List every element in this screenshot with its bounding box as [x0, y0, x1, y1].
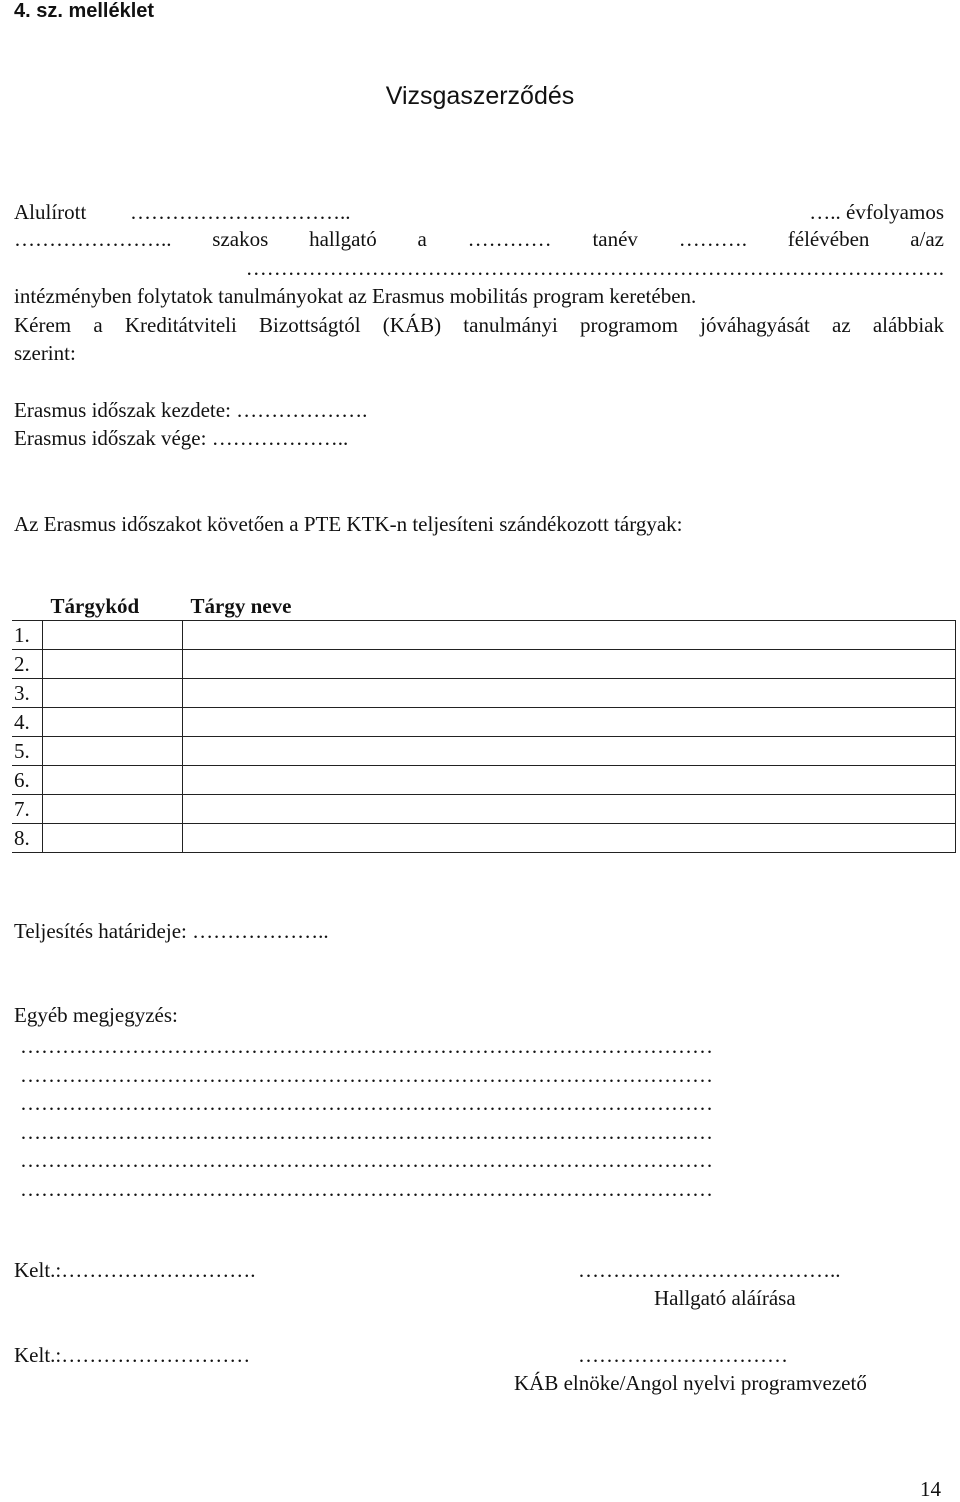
- row-number: 5.: [12, 737, 43, 766]
- table-row: [12, 737, 956, 766]
- subject-name-cell[interactable]: [183, 650, 956, 679]
- subject-name-cell[interactable]: [183, 795, 956, 824]
- kab-signature-label: KÁB elnöke/Angol nyelvi programvezető: [514, 1371, 867, 1395]
- row-number: 6.: [12, 766, 43, 795]
- annex-label: 4. sz. melléklet: [14, 0, 155, 22]
- notes-label: Egyéb megjegyzés:: [14, 1003, 178, 1027]
- subject-name-cell[interactable]: [183, 708, 956, 737]
- subjects-table: [12, 592, 956, 853]
- subject-code-cell[interactable]: [43, 650, 183, 679]
- row-number: 3.: [12, 679, 43, 708]
- intro-line-1: [14, 199, 944, 225]
- student-signature-line: ………………………………..: [578, 1258, 841, 1282]
- subject-name-cell[interactable]: [183, 766, 956, 795]
- deadline: Teljesítés határideje: ………………..: [14, 919, 329, 943]
- notes-line: ………………………………………………………………………………………: [20, 1120, 713, 1144]
- intro-line-4: intézményben folytatok tanulmányokat az Erasmus mobilitás program keretében.: [14, 284, 697, 308]
- intro-line-6: szerint:: [14, 341, 76, 365]
- header-code: Tárgykód: [50, 593, 140, 618]
- table-row: [12, 795, 956, 824]
- kelt-2: Kelt.:………………………: [14, 1343, 251, 1367]
- intro-name-dots: …………………………..: [130, 200, 351, 224]
- subject-code-cell[interactable]: [43, 824, 183, 853]
- subject-name-cell[interactable]: [183, 824, 956, 853]
- notes-line: ………………………………………………………………………………………: [20, 1034, 713, 1058]
- subject-code-cell[interactable]: [43, 766, 183, 795]
- subject-code-cell[interactable]: [43, 621, 183, 650]
- table-row: [12, 650, 956, 679]
- subject-name-cell[interactable]: [183, 737, 956, 766]
- intro-alulirott: Alulírott: [14, 200, 87, 224]
- subject-code-cell[interactable]: [43, 795, 183, 824]
- row-number: 2.: [12, 650, 43, 679]
- intro-line-3: ……………………………………………………………………………………….: [245, 256, 944, 280]
- subject-name-cell[interactable]: [183, 621, 956, 650]
- notes-line: ………………………………………………………………………………………: [20, 1177, 713, 1201]
- row-number: 7.: [12, 795, 43, 824]
- erasmus-end: Erasmus időszak vége: ………………..: [14, 426, 349, 450]
- subject-code-cell[interactable]: [43, 679, 183, 708]
- header-num-cell: [12, 592, 43, 621]
- student-signature-label: Hallgató aláírása: [654, 1286, 796, 1310]
- table-row: [12, 621, 956, 650]
- subject-code-cell[interactable]: [43, 708, 183, 737]
- notes-line: ………………………………………………………………………………………: [20, 1091, 713, 1115]
- subject-name-cell[interactable]: [183, 679, 956, 708]
- table-row: [12, 766, 956, 795]
- row-number: 8.: [12, 824, 43, 853]
- intro-line-2: ………………….. szakos hallgató a ………… tanév ………. félévében a/az: [14, 227, 944, 251]
- subject-code-cell[interactable]: [43, 737, 183, 766]
- kelt-1: Kelt.:……………………….: [14, 1258, 256, 1282]
- notes-line: ………………………………………………………………………………………: [20, 1148, 713, 1172]
- subjects-intro: Az Erasmus időszakot követően a PTE KTK-n teljesíteni szándékozott tárgyak:: [14, 512, 683, 536]
- erasmus-start: Erasmus időszak kezdete: ……………….: [14, 398, 368, 422]
- header-name: Tárgy neve: [190, 593, 292, 618]
- intro-year-dots: ….. évfolyamos: [809, 200, 944, 224]
- intro-line-5: Kérem a Kreditátviteli Bizottságtól (KÁB) tanulmányi programom jóváhagyását az alábbiak: [14, 313, 944, 337]
- table-row: [12, 824, 956, 853]
- kab-signature-line: …………………………: [578, 1343, 788, 1367]
- row-number: 4.: [12, 708, 43, 737]
- table-header-row: [12, 592, 956, 621]
- row-number: 1.: [12, 621, 43, 650]
- notes-line: ………………………………………………………………………………………: [20, 1063, 713, 1087]
- document-title: Vizsgaszerződés: [385, 82, 575, 110]
- table-row: [12, 679, 956, 708]
- page-number: 14: [920, 1477, 941, 1501]
- table-row: [12, 708, 956, 737]
